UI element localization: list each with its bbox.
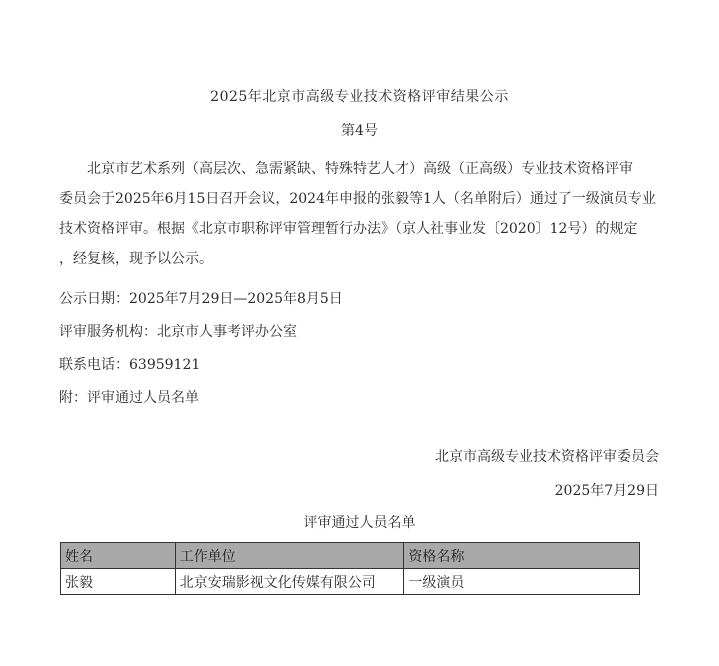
header-qualification: 资格名称 — [404, 543, 640, 569]
service-agency: 评审服务机构：北京市人事考评办公室 — [59, 324, 297, 340]
notice-title: 2025年北京市高级专业技术资格评审结果公示 — [210, 89, 509, 105]
publicity-period: 公示日期：2025年7月29日—2025年8月5日 — [59, 291, 343, 307]
body-line: ，经复核，现予以公示。 — [59, 251, 213, 267]
attachment-note: 附：评审通过人员名单 — [59, 390, 199, 406]
signature-org: 北京市高级专业技术资格评审委员会 — [435, 449, 659, 465]
roster-title: 评审通过人员名单 — [303, 515, 416, 531]
body-line: 委员会于2025年6月15日召开会议，2024年申报的张毅等1人（名单附后）通过了一级演员专业 — [59, 191, 656, 207]
roster-table — [60, 542, 640, 595]
body-line: 北京市艺术系列（高层次、急需紧缺、特殊特艺人才）高级（正高级）专业技术资格评审 — [87, 161, 633, 177]
roster-header-row — [61, 543, 640, 569]
header-name: 姓名 — [61, 543, 176, 569]
notice-body — [59, 154, 665, 274]
cell-name: 张毅 — [61, 569, 176, 595]
body-line: 技术资格评审。根据《北京市职称评审管理暂行办法》（京人社事业发〔2020〕12号）的规定 — [59, 221, 638, 237]
cell-qualification: 一级演员 — [404, 569, 640, 595]
header-employer: 工作单位 — [175, 543, 404, 569]
contact-phone: 联系电话：63959121 — [59, 357, 201, 373]
signature-date: 2025年7月29日 — [554, 483, 659, 499]
table-row — [61, 569, 640, 595]
cell-employer: 北京安瑞影视文化传媒有限公司 — [175, 569, 404, 595]
notice-number: 第4号 — [341, 123, 378, 139]
